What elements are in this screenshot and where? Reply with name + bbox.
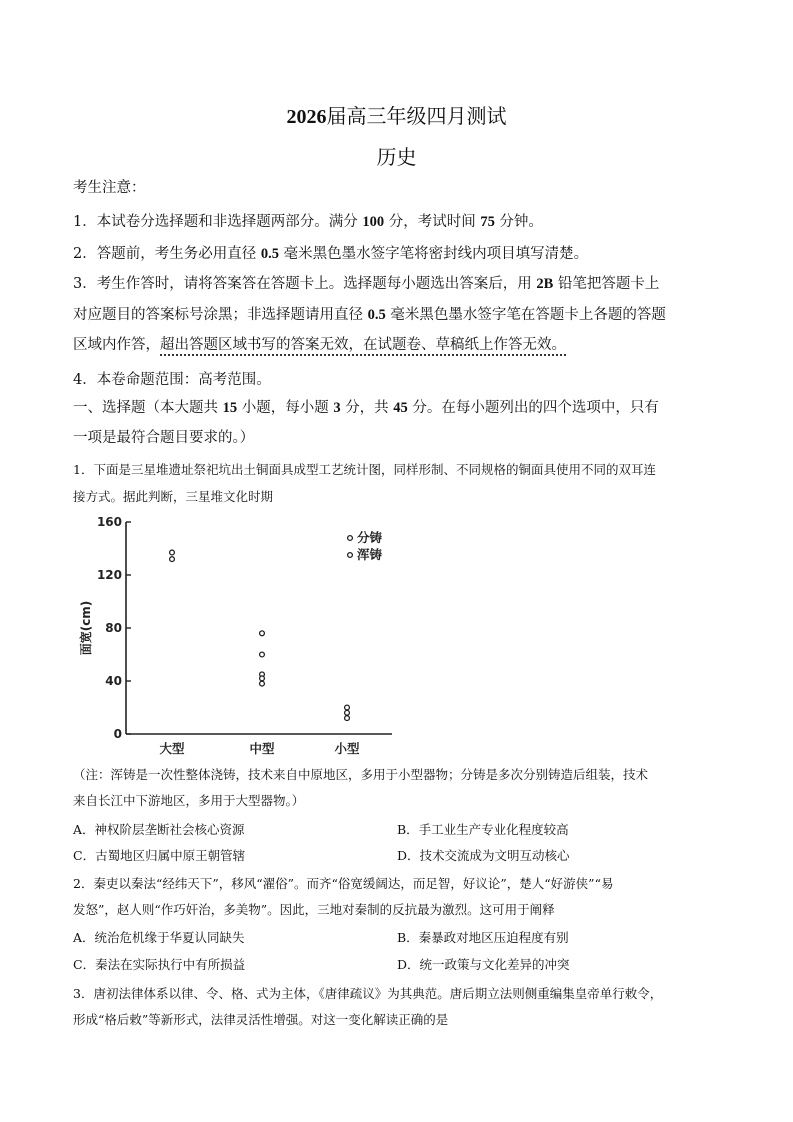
y-tick-label-0: 0 xyxy=(113,727,122,741)
data-point-浑铸 xyxy=(260,681,265,686)
q3-stem-line2: 形成“格后敕”等新形式，法律灵活性增强。对这一变化解读正确的是 xyxy=(73,1012,449,1027)
q1-option-b[interactable]: B．手工业生产专业化程度较高 xyxy=(397,822,569,837)
data-point-浑铸 xyxy=(260,652,265,657)
bronze-mask-chart xyxy=(72,512,412,758)
x-tick-label: 大型 xyxy=(159,741,185,756)
q2-option-b[interactable]: B．秦暴政对地区压迫程度有别 xyxy=(397,930,569,945)
notice-item-2: 2．答题前，考生务必用直径 0.5 毫米黑色墨水签字笔将密封线内项目填写清楚。 xyxy=(73,246,589,262)
data-point-浑铸 xyxy=(345,716,350,721)
q1-note-line1: （注：浑铸是一次性整体浇铸，技术来自中原地区，多用于小型器物；分铸是多次分别铸造后组装，技术 xyxy=(73,767,649,782)
notice-heading: 考生注意： xyxy=(73,180,146,196)
y-tick-label-120: 120 xyxy=(96,568,122,582)
data-point-分铸 xyxy=(170,557,175,562)
data-point-浑铸 xyxy=(345,705,350,710)
q1-note-line2: 来自长江中下游地区，多用于大型器物。） xyxy=(73,793,305,808)
q3-stem-line1: 3．唐初法律体系以律、令、格、式为主体，《唐律疏议》为其典范。唐后期立法则侧重编集皇帝单行敕令， xyxy=(73,986,663,1001)
legend-label-浑铸: 浑铸 xyxy=(357,547,383,562)
notice-item-3: 3．考生作答时，请将答案答在答题卡上。选择题每小题选出答案后，用 2B 铅笔把答题卡上 xyxy=(73,276,660,292)
y-tick-label-160: 160 xyxy=(96,515,122,529)
legend-marker-浑铸 xyxy=(348,553,353,558)
section-heading-cont: 一项是最符合题目要求的。） xyxy=(73,430,255,446)
q1-option-d[interactable]: D．技术交流成为文明互动核心 xyxy=(397,848,570,863)
q2-stem-line1: 2．秦吏以秦法“经纬天下”，移风“濯俗”。而齐“俗宽缓阔达，而足智，好议论”，楚人“好游侠”“易 xyxy=(73,876,614,891)
q2-stem-line2: 发怒”，赵人则“作巧奸治，多美物”。因此，三地对秦制的反抗最为激烈。这可用于阐释 xyxy=(73,902,555,917)
legend-label-分铸: 分铸 xyxy=(357,530,383,545)
data-point-浑铸 xyxy=(260,676,265,681)
data-point-浑铸 xyxy=(260,631,265,636)
q1-option-a[interactable]: A．神权阶层垄断社会核心资源 xyxy=(73,822,245,837)
exam-subject: 历史 xyxy=(376,145,417,169)
y-tick-label-40: 40 xyxy=(105,674,122,688)
q2-option-c[interactable]: C．秦法在实际执行中有所损益 xyxy=(73,957,246,972)
x-tick-label: 中型 xyxy=(249,741,275,756)
legend-marker-分铸 xyxy=(348,536,353,541)
y-axis-label: 面宽(cm) xyxy=(79,600,93,656)
q1-stem-line2: 接方式。据此判断，三星堆文化时期 xyxy=(73,489,274,504)
data-point-浑铸 xyxy=(345,710,350,715)
y-tick-label-80: 80 xyxy=(105,621,122,635)
q1-option-c[interactable]: C．古蜀地区归属中原王朝管辖 xyxy=(73,848,246,863)
notice-item-4: 4．本卷命题范围：高考范围。 xyxy=(73,372,271,388)
q2-option-d[interactable]: D．统一政策与文化差异的冲突 xyxy=(397,957,570,972)
q1-stem-line1: 1．下面是三星堆遗址祭祀坑出土铜面具成型工艺统计图，同样形制、不同规格的铜面具使用不同的双耳连 xyxy=(73,462,656,477)
notice-item-3-cont2: 区域内作答，超出答题区域书写的答案无效，在试题卷、草稿纸上作答无效。 xyxy=(73,335,725,355)
notice-item-3-cont: 对应题目的答案标号涂黑；非选择题请用直径 0.5 毫米黑色墨水签字笔在答题卡上各题的答题 xyxy=(73,307,666,323)
x-tick-label: 小型 xyxy=(334,741,360,756)
data-point-分铸 xyxy=(170,550,175,555)
section-heading: 一、选择题（本大题共 15 小题，每小题 3 分，共 45 分。在每小题列出的四个选项中，只有 xyxy=(73,400,659,416)
q2-option-a[interactable]: A．统治危机缘于华夏认同缺失 xyxy=(73,930,245,945)
exam-title: 2026届高三年级四月测试 xyxy=(286,104,507,128)
notice-item-1: 1．本试卷分选择题和非选择题两部分。满分 100 分，考试时间 75 分钟。 xyxy=(73,214,543,230)
